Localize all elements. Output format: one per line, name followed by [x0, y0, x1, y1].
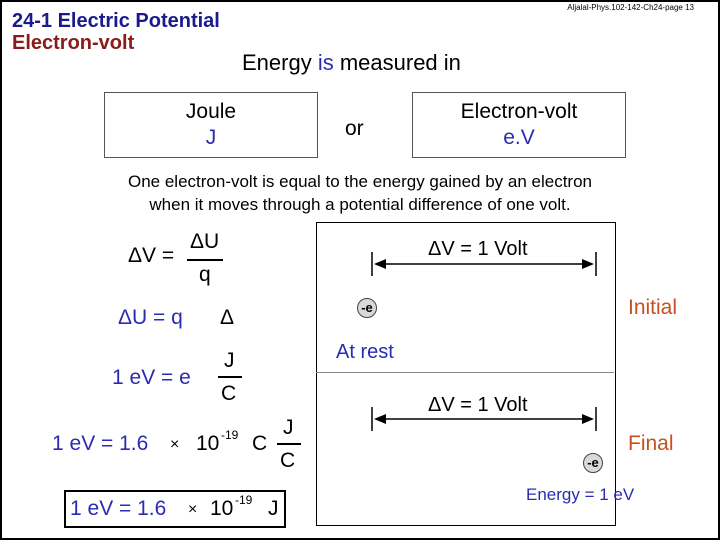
eq-ev2-coulomb: C: [252, 432, 268, 455]
eq-ev1-lhs: 1 eV = e: [112, 366, 191, 389]
eq-ev2-times: ×: [170, 436, 180, 453]
eq-ev2-numerator: J: [283, 416, 294, 439]
eq-ev3-exponent: -19: [235, 493, 253, 507]
initial-label: Initial: [628, 296, 678, 319]
eq-ev3-unit: J: [268, 497, 279, 520]
measured-is-word: is: [317, 50, 334, 75]
eq-ev2-fraction-bar: [277, 443, 301, 445]
eq-ev2-denominator: C: [280, 449, 296, 472]
joule-name: Joule: [185, 100, 237, 123]
electron-volt-name: Electron-volt: [460, 100, 578, 123]
final-label: Final: [628, 432, 674, 455]
at-rest-label: At rest: [336, 341, 394, 363]
eq-ev1-denominator: C: [221, 382, 237, 405]
measured-energy-word: Energy: [242, 50, 318, 75]
electron-volt-box: [412, 92, 626, 158]
definition-line-1: One electron-volt is equal to the energy gained by an electron: [127, 172, 592, 191]
joule-symbol: J: [205, 126, 217, 149]
slide-title: 24-1 Electric Potential: [12, 10, 220, 32]
page-reference: Aljalal-Phys.102-142-Ch24-page 13: [567, 3, 694, 12]
bottom-delta-v-label: ΔV = 1 Volt: [428, 394, 528, 416]
eq-dv-fraction-bar: [187, 259, 223, 261]
energy-label: Energy = 1 eV: [526, 485, 635, 504]
electron-initial-icon: -e: [357, 298, 377, 318]
joule-box: [104, 92, 318, 158]
eq-du-lhs: ΔU = q: [118, 306, 183, 329]
eq-dv-lhs: ΔV =: [128, 244, 175, 267]
eq-ev1-numerator: J: [224, 349, 235, 372]
slide-subtitle: Electron-volt: [12, 32, 135, 54]
definition-line-2: when it moves through a potential difference of one volt.: [149, 195, 571, 214]
or-word: or: [345, 117, 364, 140]
eq-ev2-lhs: 1 eV = 1.6: [52, 432, 149, 455]
eq-ev2-exponent: -19: [221, 428, 239, 442]
measured-rest-text: measured in: [333, 50, 461, 75]
eq-ev2-power-base: 10: [196, 432, 220, 455]
diagram-arrows: [316, 222, 616, 526]
eq-du-delta: Δ: [220, 306, 235, 329]
eq-ev3-times: ×: [188, 501, 198, 518]
top-delta-v-label: ΔV = 1 Volt: [428, 238, 528, 260]
electron-volt-symbol: e.V: [503, 126, 535, 149]
electron-final-icon: -e: [583, 453, 603, 473]
eq-dv-denominator: q: [199, 263, 211, 286]
measured-in-line: [242, 50, 461, 76]
eq-dv-numerator: ΔU: [190, 230, 220, 253]
eq-ev3-lhs: 1 eV = 1.6: [70, 497, 167, 520]
eq-ev3-power-base: 10: [210, 497, 234, 520]
eq-ev1-fraction-bar: [218, 376, 242, 378]
